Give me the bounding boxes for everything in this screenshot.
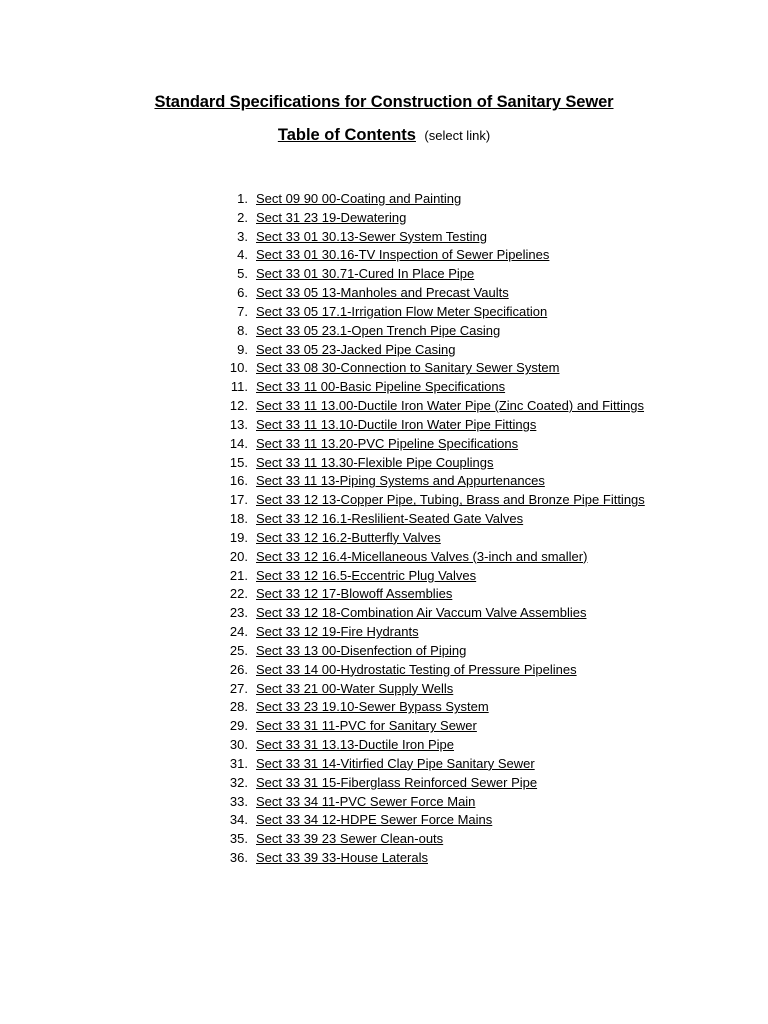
toc-item [218, 736, 738, 755]
toc-item [218, 491, 738, 510]
toc-link[interactable]: Sect 33 12 16.4-Micellaneous Valves (3-inch and smaller) [256, 548, 588, 564]
toc-item-number: 14. [229, 435, 248, 451]
toc-item-spacer [248, 454, 256, 473]
toc-link[interactable]: Sect 33 31 15-Fiberglass Reinforced Sewer Pipe [256, 774, 538, 790]
toc-link[interactable]: Sect 33 39 23 Sewer Clean-outs [256, 831, 444, 847]
toc-note: (select link) [424, 128, 491, 143]
toc-item-number: 29. [229, 718, 248, 734]
toc-item [218, 322, 738, 341]
toc-link[interactable]: Sect 33 11 13-Piping Systems and Appurtenances [256, 473, 545, 489]
toc-item [218, 378, 738, 397]
toc-item-spacer [248, 284, 256, 303]
toc-item [218, 548, 738, 567]
toc-link[interactable]: Sect 33 21 00-Water Supply Wells [256, 680, 454, 696]
toc-item-spacer [248, 642, 256, 661]
toc-item-spacer [248, 472, 256, 491]
toc-item [218, 510, 738, 529]
toc-item [218, 454, 738, 473]
toc-item-spacer [248, 303, 256, 322]
toc-link[interactable]: Sect 09 90 00-Coating and Painting [256, 191, 462, 206]
toc-item-number: 32. [229, 774, 248, 790]
toc-item [218, 604, 738, 623]
toc-heading: Table of Contents [277, 126, 416, 144]
toc-item [218, 246, 738, 265]
toc-link[interactable]: Sect 33 08 30-Connection to Sanitary Sewer System [256, 360, 560, 376]
toc-item-spacer [248, 585, 256, 604]
toc-item-number: 30. [229, 737, 248, 753]
toc-item-number: 34. [229, 812, 248, 828]
toc-link[interactable]: Sect 33 23 19.10-Sewer Bypass System [256, 699, 489, 715]
toc-item-spacer [248, 322, 256, 341]
toc-item-spacer [248, 774, 256, 793]
toc-item-spacer [248, 717, 256, 736]
toc-item [218, 228, 738, 247]
toc-item-number: 1. [237, 191, 248, 206]
toc-item-number: 28. [229, 699, 248, 715]
toc-item-spacer [248, 510, 256, 529]
toc-item [218, 623, 738, 642]
toc-item [218, 529, 738, 548]
toc-item-spacer [248, 755, 256, 774]
toc-item [218, 830, 738, 849]
toc-item-spacer [248, 548, 256, 567]
toc-link[interactable]: Sect 33 11 13.00-Ductile Iron Water Pipe (Zinc Coated) and Fittings [256, 398, 645, 414]
toc-item-number: 2. [237, 209, 248, 225]
toc-item-number: 17. [229, 492, 248, 508]
toc-item [218, 359, 738, 378]
toc-item-spacer [248, 416, 256, 435]
toc-item-number: 9. [237, 341, 248, 357]
toc-item-number: 3. [237, 228, 248, 244]
toc-item-number: 21. [229, 567, 248, 583]
toc-item [218, 680, 738, 699]
toc-list [218, 190, 738, 868]
toc-link[interactable]: Sect 33 01 30.13-Sewer System Testing [256, 228, 487, 244]
toc-item-spacer [248, 849, 256, 868]
toc-item-spacer [248, 736, 256, 755]
toc-item [218, 811, 738, 830]
toc-link[interactable]: Sect 33 14 00-Hydrostatic Testing of Pressure Pipelines [256, 661, 577, 677]
toc-item [218, 472, 738, 491]
toc-item-spacer [248, 567, 256, 586]
toc-link[interactable]: Sect 31 23 19-Dewatering [256, 209, 407, 225]
toc-link[interactable]: Sect 33 11 13.30-Flexible Pipe Couplings [256, 454, 494, 470]
toc-item [218, 717, 738, 736]
toc-item-spacer [248, 623, 256, 642]
toc-item-number: 7. [237, 303, 248, 319]
toc-item [218, 755, 738, 774]
toc-item-spacer [248, 341, 256, 360]
toc-item-number: 26. [229, 661, 248, 677]
toc-item-number: 11. [230, 379, 248, 395]
toc-item-number: 24. [229, 624, 248, 640]
toc-link[interactable]: Sect 33 12 18-Combination Air Vaccum Valve Assemblies [256, 605, 587, 621]
toc-item [218, 567, 738, 586]
toc-link[interactable]: Sect 33 13 00-Disenfection of Piping [256, 642, 467, 658]
toc-item-number: 22. [229, 586, 248, 602]
toc-item-number: 25. [229, 642, 248, 658]
toc-item [218, 341, 738, 360]
toc-link[interactable]: Sect 33 31 13.13-Ductile Iron Pipe [256, 737, 455, 753]
toc-item-number: 33. [229, 793, 248, 809]
toc-item-number: 6. [237, 285, 248, 301]
document-title: Standard Specifications for Construction of Sanitary Sewer [154, 93, 614, 111]
toc-item-spacer [248, 435, 256, 454]
toc-item-spacer [248, 793, 256, 812]
toc-item [218, 284, 738, 303]
toc-item-number: 18. [229, 511, 248, 527]
toc-item [218, 793, 738, 812]
toc-item [218, 397, 738, 416]
toc-item-number: 23. [229, 605, 248, 621]
toc-item-spacer [248, 378, 256, 397]
toc-link[interactable]: Sect 33 12 16.1-Reslilient-Seated Gate Valves [256, 511, 524, 527]
toc-item-spacer [248, 830, 256, 849]
toc-item-spacer [248, 661, 256, 680]
toc-item [218, 698, 738, 717]
toc-item-spacer [248, 246, 256, 265]
toc-item-number: 10. [229, 360, 248, 376]
toc-link[interactable]: Sect 33 05 23-Jacked Pipe Casing [256, 341, 456, 357]
toc-link[interactable]: Sect 33 34 11-PVC Sewer Force Main [256, 793, 476, 809]
toc-link[interactable]: Sect 33 12 17-Blowoff Assemblies [256, 586, 453, 602]
toc-link[interactable]: Sect 33 05 17.1-Irrigation Flow Meter Specification [256, 303, 548, 319]
toc-item [218, 416, 738, 435]
toc-link[interactable]: Sect 33 05 13-Manholes and Precast Vaults [256, 285, 509, 301]
toc-link[interactable]: Sect 33 01 30.71-Cured In Place Pipe [256, 266, 475, 282]
toc-link[interactable]: Sect 33 11 13.20-PVC Pipeline Specifications [256, 435, 519, 451]
toc-item-number: 8. [237, 322, 248, 338]
toc-item-number: 15. [229, 454, 248, 470]
toc-item-number: 5. [237, 266, 248, 282]
toc-item-spacer [248, 491, 256, 510]
toc-item-number: 27. [229, 680, 248, 696]
toc-item-number: 31. [229, 755, 248, 771]
toc-item [218, 661, 738, 680]
toc-item-number: 35. [229, 831, 248, 847]
toc-item-spacer [248, 359, 256, 378]
toc-item-spacer [248, 811, 256, 830]
toc-link[interactable]: Sect 33 12 16.5-Eccentric Plug Valves [256, 567, 477, 583]
toc-heading-row [0, 126, 768, 145]
toc-item-number: 12. [229, 398, 248, 414]
toc-item-spacer [248, 680, 256, 699]
toc-item-spacer [248, 604, 256, 623]
toc-item-number: 19. [229, 529, 248, 545]
toc-item [218, 642, 738, 661]
toc-item-number: 4. [237, 247, 248, 263]
toc-item [218, 585, 738, 604]
toc-item-number: 13. [229, 416, 248, 432]
toc-item-spacer [248, 209, 256, 228]
toc-item-spacer [248, 228, 256, 247]
toc-item-number: 16. [229, 473, 248, 489]
toc-item-number: 36. [229, 849, 248, 865]
toc-item [218, 849, 738, 868]
toc-link[interactable]: Sect 33 39 33-House Laterals [256, 849, 428, 865]
toc-item [218, 774, 738, 793]
toc-link[interactable]: Sect 33 12 13-Copper Pipe, Tubing, Brass and Bronze Pipe Fittings [256, 492, 645, 508]
toc-item-number: 20. [229, 548, 248, 564]
toc-item [218, 265, 738, 284]
toc-item [218, 190, 738, 209]
toc-link[interactable]: Sect 33 31 14-Vitirfied Clay Pipe Sanitary Sewer [256, 755, 535, 771]
toc-item-spacer [248, 529, 256, 548]
toc-link[interactable]: Sect 33 34 12-HDPE Sewer Force Mains [256, 812, 493, 828]
toc-link[interactable]: Sect 33 12 19-Fire Hydrants [256, 624, 419, 640]
toc-link[interactable]: Sect 33 11 13.10-Ductile Iron Water Pipe Fittings [256, 416, 537, 432]
toc-link[interactable]: Sect 33 01 30.16-TV Inspection of Sewer Pipelines [256, 247, 550, 263]
toc-item-spacer [248, 698, 256, 717]
toc-item [218, 303, 738, 322]
toc-link[interactable]: Sect 33 05 23.1-Open Trench Pipe Casing [256, 322, 501, 338]
toc-item-spacer [248, 190, 256, 209]
toc-link[interactable]: Sect 33 11 00-Basic Pipeline Specifications [256, 379, 506, 395]
toc-item-spacer [248, 265, 256, 284]
toc-item [218, 435, 738, 454]
toc-link[interactable]: Sect 33 31 11-PVC for Sanitary Sewer [256, 718, 477, 734]
toc-link[interactable]: Sect 33 12 16.2-Butterfly Valves [256, 529, 441, 545]
toc-item [218, 209, 738, 228]
toc-item-spacer [248, 397, 256, 416]
